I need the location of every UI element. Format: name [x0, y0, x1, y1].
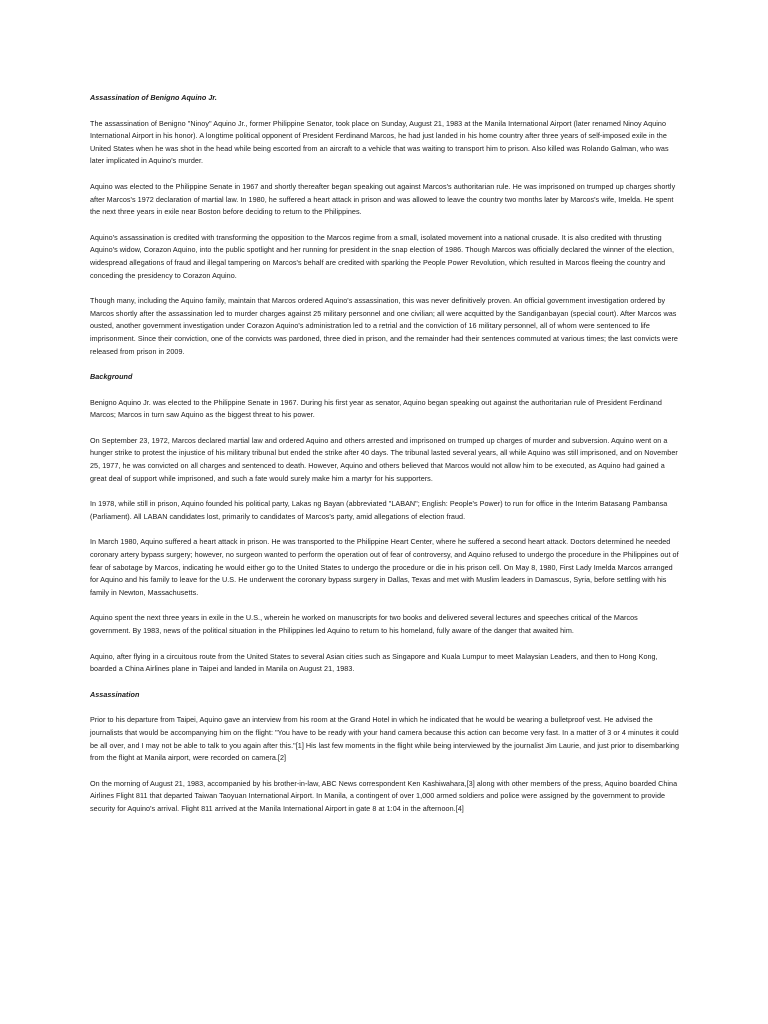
paragraph: Aquino's assassination is credited with transforming the opposition to the Marcos regime from a small, isolated movement into a national crusade. It is also credited with thrusting Aquino's widow, Corazon Aquino, into the public spotlight and her running for president in the snap election of 1986. Though Marcos was officially declared the winner of the election, widespread allegations of fraud and illegal tampering on Marcos's behalf are credited with sparking the People Power Revolution, which resulted in Marcos fleeing the country and conceding the presidency to Corazon Aquino.: [90, 232, 675, 280]
paragraph: Aquino spent the next three years in exile in the U.S., wherein he worked on manuscripts for two books and delivered several lectures and speeches critical of the Marcos government. By 1983, news of the political situation in the Philippines led Aquino to return to his homeland, fully aware of the danger that awaited him.: [90, 613, 638, 635]
section-assassination-of-benigno-aquino: [90, 92, 680, 358]
section-heading: Assassination of Benigno Aquino Jr.: [90, 93, 217, 102]
section-heading: Assassination: [90, 689, 140, 699]
paragraph: In 1978, while still in prison, Aquino founded his political party, Lakas ng Bayan (abbreviated "LABAN"; English: People's Power) to run for office in the Interim Batasang Pambansa (Parliament). All LABAN candidates lost, primarily to candidates of Marcos's party, amid allegations of election fraud.: [90, 499, 668, 521]
paragraph: The assassination of Benigno "Ninoy" Aquino Jr., former Philippine Senator, took place on Sunday, August 21, 1983 at the Manila International Airport (later renamed Ninoy Aquino International Airport in his honor). A longtime political opponent of President Ferdinand Marcos, he had just landed in his home country after three years of self-imposed exile in the United States when he was shot in the head while being escorted from an aircraft to a vehicle that was waiting to transport him to prison. Also killed was Rolando Galman, who was later implicated in Aquino's murder.: [90, 118, 669, 166]
paragraph: On the morning of August 21, 1983, accompanied by his brother-in-law, ABC News correspondent Ken Kashiwahara,[3] along with other members of the press, Aquino boarded China Airlines Flight 811 that departed Taiwan Taoyuan International Airport. In Manila, a contingent of over 1,000 armed soldiers and police were assigned by the government to provide security for Aquino's arrival. Flight 811 arrived at the Manila International Airport in gate 8 at 1:04 in the afternoon.[4]: [90, 778, 678, 813]
paragraph: Aquino was elected to the Philippine Senate in 1967 and shortly thereafter began speaking out against Marcos's authoritarian rule. He was imprisoned on trumped up charges shortly after Marcos's 1972 declaration of martial law. In 1980, he suffered a heart attack in prison and was allowed to leave the country two months later by Marcos's wife, Imelda. He spent the next three years in exile near Boston before deciding to return to the Philippines.: [90, 181, 676, 217]
section-heading: Background: [90, 372, 133, 382]
paragraph: Prior to his departure from Taipei, Aquino gave an interview from his room at the Grand Hotel in which he indicated that he would be wearing a bulletproof vest. He advised the journalists that would be accompanying him on the flight: "You have to be ready with your hand camera because this action can become very fast. In a matter of 3 or 4 minutes it could be all over, and I may not be able to talk to you again after this."[1] His last few moments in the flight while being interviewed by the journalist Jim Laurie, and just prior to disembarking from the flight at Manila airport, were recorded on camera.[2]: [90, 715, 679, 763]
paragraph: Aquino, after flying in a circuitous route from the United States to several Asian cities such as Singapore and Kuala Lumpur to meet Malaysian Leaders, and then to Hong Kong, boarded a China Airlines plane in Taipei and landed in Manila on August 21, 1983.: [90, 651, 658, 674]
paragraph: In March 1980, Aquino suffered a heart attack in prison. He was transported to the Philippine Heart Center, where he suffered a second heart attack. Doctors determined he needed coronary artery bypass surgery; however, no surgeon wanted to perform the operation out of fear of controversy, and Aquino refused to undergo the procedure in the Philippines out of fear of sabotage by Marcos, indicating he would either go to the United States to undergo the procedure or die in his prison cell. On May 8, 1980, First Lady Imelda Marcos arranged for Aquino and his family to leave for the U.S. He underwent the coronary bypass surgery in Dallas, Texas and met with Muslim leaders in Damascus, Syria, before settling with his family in Newton, Massachusetts.: [90, 537, 679, 597]
paragraph: Though many, including the Aquino family, maintain that Marcos ordered Aquino's assassination, this was never definitively proven. An official government investigation ordered by Marcos shortly after the assassination led to murder charges against 25 military personnel and one civilian; all were acquitted by the Sandiganbayan (special court). After Marcos was ousted, another government investigation under Corazon Aquino's administration led to a retrial and the conviction of 16 military personnel, all of whom were sentenced to life imprisonment. Since their conviction, one of the convicts was pardoned, three died in prison, and the remainder had their sentences commuted at various times; the last convicts were released from prison in 2009.: [90, 296, 678, 356]
section-background: [90, 371, 680, 676]
document-page: [90, 92, 680, 829]
paragraph: Benigno Aquino Jr. was elected to the Philippine Senate in 1967. During his first year as senator, Aquino began speaking out against the authoritarian rule of President Ferdinand Marcos; Marcos in turn saw Aquino as the biggest threat to his power.: [90, 397, 662, 420]
section-assassination: [90, 689, 680, 816]
paragraph: On September 23, 1972, Marcos declared martial law and ordered Aquino and others arrested and imprisoned on trumped up charges of murder and subversion. Aquino went on a hunger strike to protest the injustice of his military tribunal but ended the strike after 40 days. The tribunal lasted several years, all while Aquino was still imprisoned, and on November 25, 1977, he was convicted on all charges and sentenced to death. However, Aquino and others believed that Marcos would not allow him to be executed, as Aquino had gained a great deal of support while imprisoned, and such a fate would surely make him a martyr for his supporters.: [90, 435, 678, 483]
